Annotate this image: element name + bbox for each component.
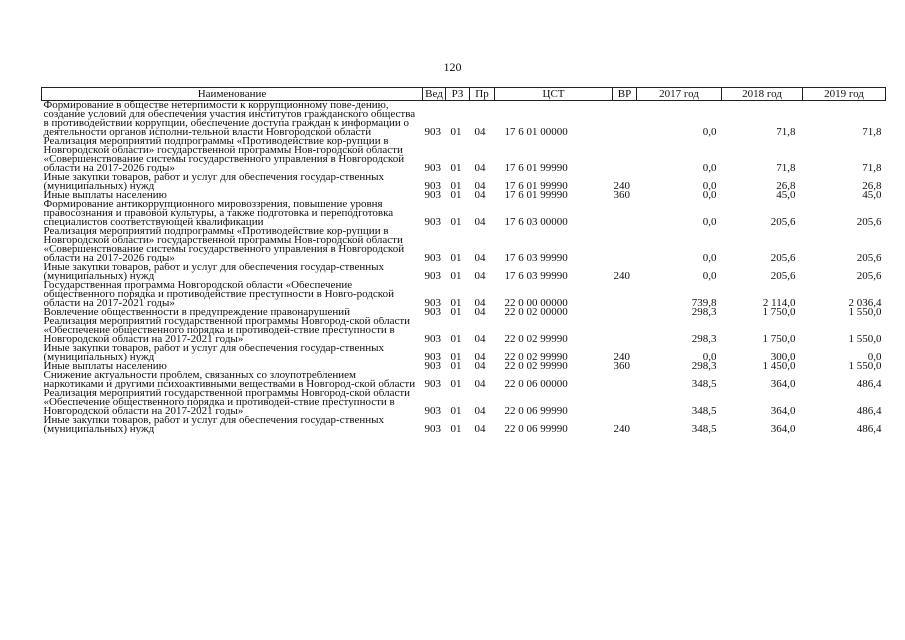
cell-pr: 04 — [474, 270, 486, 281]
cell-rz: 01 — [450, 270, 462, 281]
cell-ved: 903 — [424, 270, 441, 281]
table-row — [42, 173, 886, 191]
table-row — [42, 416, 886, 434]
cell-name: Иные закупки товаров, работ и услуг для обеспечения государ-ственных (муниципальных) нужд — [43, 416, 385, 434]
cell-pr: 04 — [474, 180, 486, 191]
cell-vr — [613, 317, 637, 344]
header-2017: 2017 год — [637, 88, 722, 101]
header-2018: 2018 год — [722, 88, 803, 101]
cell-ved: 903 — [424, 405, 441, 416]
cell-vr — [613, 137, 637, 173]
cell-2018: 364,0 — [770, 423, 796, 434]
cell-vr — [613, 101, 637, 138]
cell-ved: 903 — [424, 362, 441, 371]
cell-2018: 45,0 — [776, 191, 796, 200]
table-row — [42, 317, 886, 344]
cell-vr: 240 — [613, 180, 630, 191]
cell-ved: 903 — [424, 423, 441, 434]
cell-2018: 2 114,0 — [762, 297, 796, 308]
cell-2018: 205,6 — [770, 216, 796, 227]
cell-cst: 22 0 02 99990 — [504, 333, 568, 344]
cell-pr: 04 — [474, 378, 486, 389]
cell-pr: 04 — [474, 351, 486, 362]
cell-name: Реализация мероприятий государственной программы Новгород-ской области «Обеспечение общественного порядка и противодей-ствие преступности в Новгородской области на 2017-2021 годы» — [43, 389, 411, 416]
cell-2019: 1 550,0 — [848, 333, 882, 344]
cell-2018: 205,6 — [770, 270, 796, 281]
header-2019: 2019 год — [803, 88, 886, 101]
cell-rz: 01 — [450, 351, 462, 362]
cell-name: Вовлечение общественности в предупреждение правонарушений — [43, 308, 351, 317]
cell-ved: 903 — [424, 378, 441, 389]
cell-2019: 205,6 — [856, 270, 882, 281]
cell-vr — [613, 308, 637, 317]
cell-cst: 17 6 01 99990 — [504, 191, 568, 200]
cell-vr: 360 — [613, 191, 630, 200]
table-row — [42, 362, 886, 371]
cell-vr — [613, 200, 637, 227]
cell-pr: 04 — [474, 405, 486, 416]
cell-name: Иные закупки товаров, работ и услуг для обеспечения государ-ственных (муниципальных) нужд — [43, 344, 385, 362]
cell-name: Иные закупки товаров, работ и услуг для обеспечения государ-ственных (муниципальных) нужд — [43, 173, 385, 191]
cell-name: Реализация мероприятий подпрограммы «Противодействие кор-рупции в Новгородской области» государственной программы Нов-городской области «Совершенствование системы государственного управления в Новгородской области на 2017-2026 годы» — [43, 137, 405, 173]
table-header-row — [42, 88, 886, 101]
cell-rz: 01 — [450, 333, 462, 344]
table-row — [42, 200, 886, 227]
cell-rz: 01 — [450, 362, 462, 371]
cell-2018: 1 750,0 — [762, 333, 796, 344]
cell-2018: 1 750,0 — [762, 308, 796, 317]
cell-ved: 903 — [424, 351, 441, 362]
cell-2017: 0,0 — [702, 126, 717, 137]
cell-rz: 01 — [450, 405, 462, 416]
cell-cst: 17 6 01 00000 — [504, 126, 568, 137]
cell-2018: 1 450,0 — [762, 362, 796, 371]
cell-cst: 22 0 06 99990 — [504, 405, 568, 416]
cell-rz: 01 — [450, 252, 462, 263]
cell-cst: 17 6 01 99990 — [504, 162, 568, 173]
cell-cst: 22 0 00 00000 — [504, 297, 568, 308]
cell-2019: 0,0 — [867, 351, 882, 362]
table-row — [42, 263, 886, 281]
cell-name: Иные закупки товаров, работ и услуг для обеспечения государ-ственных (муниципальных) нужд — [43, 263, 385, 281]
cell-cst: 17 6 03 99990 — [504, 270, 568, 281]
cell-2017: 348,5 — [691, 423, 717, 434]
cell-ved: 903 — [424, 297, 441, 308]
cell-2018: 364,0 — [770, 405, 796, 416]
cell-rz: 01 — [450, 126, 462, 137]
cell-pr: 04 — [474, 423, 486, 434]
cell-pr: 04 — [474, 308, 486, 317]
cell-2017: 298,3 — [691, 362, 717, 371]
cell-2019: 1 550,0 — [848, 362, 882, 371]
cell-vr: 240 — [613, 423, 630, 434]
cell-pr: 04 — [474, 362, 486, 371]
cell-pr: 04 — [474, 191, 486, 200]
cell-name: Иные выплаты населению — [43, 362, 167, 371]
cell-name: Формирование антикоррупционного мировоззрения, повышение уровня правосознания и правовой культуры, а также подготовка и переподготовка специалистов соответствующей квалификации — [43, 200, 394, 227]
cell-2018: 71,8 — [776, 126, 796, 137]
table-row — [42, 389, 886, 416]
cell-2017: 298,3 — [691, 333, 717, 344]
cell-name: Формирование в обществе нетерпимости к коррупционному пове-дению, создание условий для обеспечения участия институтов гражданского общества в противодействии коррупции, обеспечение доступа граждан к информации о деятельности органов исполни-тельной власти Новгородской области — [43, 100, 416, 137]
table-row — [42, 137, 886, 173]
header-rz: РЗ — [446, 88, 470, 101]
cell-vr — [613, 389, 637, 416]
cell-cst: 22 0 06 99990 — [504, 423, 568, 434]
cell-2018: 205,6 — [770, 252, 796, 263]
cell-2017: 0,0 — [702, 351, 717, 362]
cell-rz: 01 — [450, 216, 462, 227]
cell-cst: 17 6 03 99990 — [504, 252, 568, 263]
cell-pr: 04 — [474, 297, 486, 308]
cell-name: Реализация мероприятий подпрограммы «Противодействие кор-рупции в Новгородской области» государственной программы Нов-городской области «Совершенствование системы государственного управления в Новгородской области на 2017-2026 годы» — [43, 227, 405, 263]
cell-pr: 04 — [474, 126, 486, 137]
cell-2017: 0,0 — [702, 162, 717, 173]
cell-ved: 903 — [424, 252, 441, 263]
cell-2017: 0,0 — [702, 180, 717, 191]
table-row — [42, 308, 886, 317]
cell-rz: 01 — [450, 423, 462, 434]
cell-rz: 01 — [450, 162, 462, 173]
header-cst: ЦСТ — [495, 88, 613, 101]
cell-2017: 348,5 — [691, 405, 717, 416]
cell-rz: 01 — [450, 180, 462, 191]
cell-vr: 360 — [613, 362, 630, 371]
cell-pr: 04 — [474, 333, 486, 344]
cell-ved: 903 — [424, 333, 441, 344]
cell-vr: 240 — [613, 351, 630, 362]
cell-2017: 739,8 — [691, 297, 717, 308]
cell-vr — [613, 281, 637, 308]
table-body — [42, 101, 886, 435]
cell-2017: 0,0 — [702, 270, 717, 281]
cell-2019: 486,4 — [856, 405, 882, 416]
cell-name: Реализация мероприятий государственной программы Новгород-ской области «Обеспечение общественного порядка и противодей-ствие преступности в Новгородской области на 2017-2021 годы» — [43, 317, 411, 344]
cell-rz: 01 — [450, 297, 462, 308]
cell-name: Снижение актуальности проблем, связанных со злоупотреблением наркотиками и другими психоактивными веществами в Новгород-ской области — [43, 371, 416, 389]
cell-name: Государственная программа Новгородской области «Обеспечение общественного порядка и противодействие преступности в Новго-родской области на 2017-2021 годы» — [43, 281, 394, 308]
cell-2019: 2 036,4 — [848, 297, 882, 308]
cell-rz: 01 — [450, 191, 462, 200]
cell-2018: 300,0 — [770, 351, 796, 362]
cell-2018: 26,8 — [776, 180, 796, 191]
cell-cst: 22 0 06 00000 — [504, 378, 568, 389]
table-row — [42, 227, 886, 263]
cell-ved: 903 — [424, 308, 441, 317]
cell-ved: 903 — [424, 216, 441, 227]
cell-2019: 486,4 — [856, 423, 882, 434]
cell-cst: 22 0 02 00000 — [504, 308, 568, 317]
cell-2017: 0,0 — [702, 216, 717, 227]
page-number: 120 — [443, 60, 462, 74]
budget-table — [41, 87, 886, 434]
cell-2017: 0,0 — [702, 252, 717, 263]
cell-2019: 71,8 — [862, 126, 882, 137]
cell-2019: 26,8 — [862, 180, 882, 191]
cell-cst: 17 6 01 99990 — [504, 180, 568, 191]
table-row — [42, 281, 886, 308]
cell-pr: 04 — [474, 162, 486, 173]
cell-2019: 45,0 — [862, 191, 882, 200]
cell-vr — [613, 371, 637, 389]
cell-ved: 903 — [424, 191, 441, 200]
cell-ved: 903 — [424, 162, 441, 173]
cell-rz: 01 — [450, 308, 462, 317]
cell-pr: 04 — [474, 216, 486, 227]
cell-rz: 01 — [450, 378, 462, 389]
cell-2019: 1 550,0 — [848, 308, 882, 317]
table-row — [42, 191, 886, 200]
header-vr: ВР — [613, 88, 637, 101]
cell-2019: 205,6 — [856, 216, 882, 227]
header-name: Наименование — [42, 88, 423, 101]
cell-ved: 903 — [424, 180, 441, 191]
cell-cst: 22 0 02 99990 — [504, 362, 568, 371]
cell-pr: 04 — [474, 252, 486, 263]
cell-vr — [613, 227, 637, 263]
header-pr: Пр — [470, 88, 495, 101]
cell-2017: 0,0 — [702, 191, 717, 200]
cell-2017: 348,5 — [691, 378, 717, 389]
table-row — [42, 344, 886, 362]
cell-2018: 364,0 — [770, 378, 796, 389]
table-row — [42, 371, 886, 389]
header-ved: Вед — [423, 88, 446, 101]
cell-2019: 205,6 — [856, 252, 882, 263]
cell-2017: 298,3 — [691, 308, 717, 317]
cell-name: Иные выплаты населению — [43, 191, 167, 200]
cell-2019: 71,8 — [862, 162, 882, 173]
cell-cst: 22 0 02 99990 — [504, 351, 568, 362]
table-row — [42, 101, 886, 138]
cell-2019: 486,4 — [856, 378, 882, 389]
cell-ved: 903 — [424, 126, 441, 137]
cell-2018: 71,8 — [776, 162, 796, 173]
cell-vr: 240 — [613, 270, 630, 281]
cell-cst: 17 6 03 00000 — [504, 216, 568, 227]
